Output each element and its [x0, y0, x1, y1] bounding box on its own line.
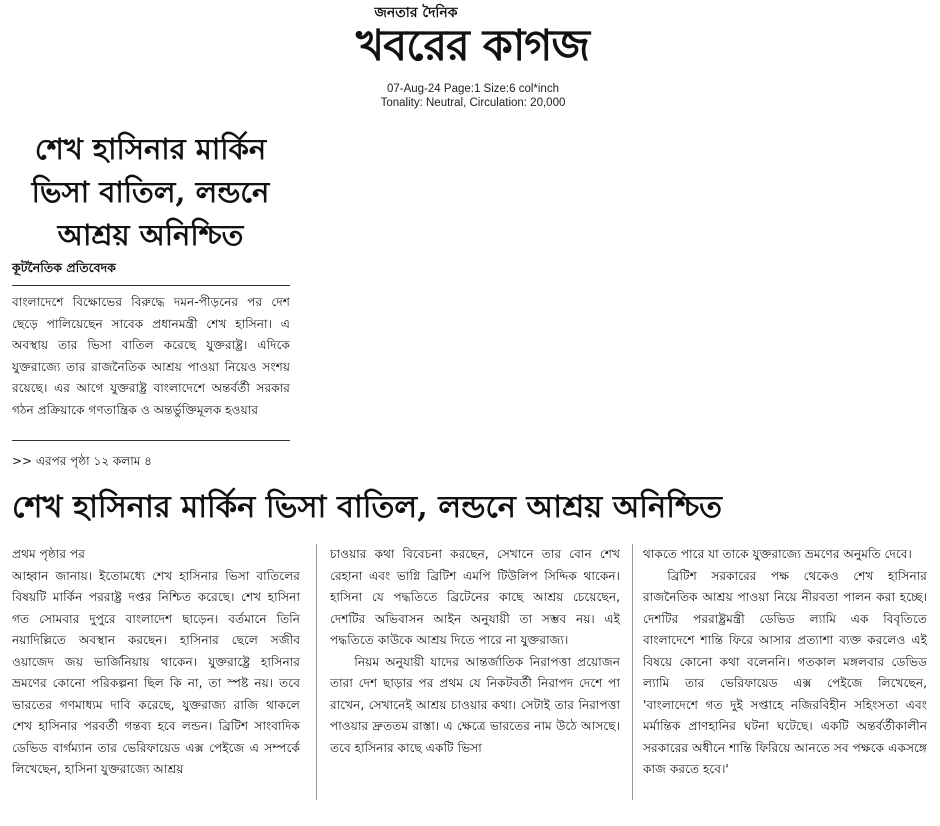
intro-bottom-rule	[12, 440, 290, 441]
jump-line: >> এরপর পৃষ্ঠা ১২ কলাম ৪	[12, 454, 152, 468]
column-2-paragraph-2: নিয়ম অনুযায়ী যাদের আন্তর্জাতিক নিরাপত্তা প্রয়োজন তারা দেশ ছাড়ার পর প্রথম যে নিকটবর্তী নিরাপদ দেশে পা রাখেন, সেখানেই আশ্রয় চাওয়ার কথা। সেটাই তার নিরাপত্তা পাওয়ার দ্রুততম রাস্তা। এ ক্ষেত্রে ভারতের নাম উঠে আসছে। তবে হাসিনার কাছে একটি ভিসা	[330, 654, 620, 755]
front-headline: শেখ হাসিনার মার্কিন ভিসা বাতিল, লন্ডনে আশ্রয় অনিশ্চিত	[31, 132, 270, 252]
column-divider	[316, 544, 317, 800]
clipping-meta-date: 07-Aug-24 Page:1 Size:6 col*inch	[387, 83, 559, 95]
byline: কূটনৈতিক প্রতিবেদক	[12, 260, 116, 275]
column-3	[643, 544, 927, 781]
continuation-label: প্রথম পৃষ্ঠার পর	[12, 547, 85, 561]
column-3-paragraph-2: ব্রিটিশ সরকারের পক্ষ থেকেও শেখ হাসিনার রাজনৈতিক আশ্রয় পাওয়া নিয়ে নীরবতা পালন করা হচ্ছে। দেশটির পররাষ্ট্রমন্ত্রী ডেভিড ল্যামি এক বিবৃতিতে বাংলাদেশে শান্তি ফিরে আসার প্রত্যাশা ব্যক্ত করলেও এই বিষয়ে কোনো কথা বলেননি। গতকাল মঙ্গলবার ডেভিড ল্যামি তার ভেরিফায়েড এক্স পেইজে লিখেছেন, 'বাংলাদেশে গত দুই সপ্তাহে নজিরবিহীন সহিংসতা এবং মর্মান্তিক প্রাণহানির ঘটনা ঘটেছে। একটি অন্তর্বর্তীকালীন সরকারের অধীনে শান্তি ফিরিয়ে আনতে সব পক্ষকে একসঙ্গে কাজ করতে হবে।'	[643, 568, 927, 776]
column-1	[12, 544, 300, 781]
column-1-text: আহ্বান জানায়। ইতোমধ্যে শেখ হাসিনার ভিসা বাতিলের বিষয়টি মার্কিন পররাষ্ট্র দপ্তর নিশ্চিত করেছে। শেখ হাসিনা গত সোমবার দুপুরে বাংলাদেশ ছাড়েন। বর্তমানে তিনি নয়াদিল্লিতে অবস্থান করছেন। হাসিনার ছেলে সজীব ওয়াজেদ জয় ভার্জিনিয়ায় থাকেন। যুক্তরাষ্ট্রে হাসিনার ভ্রমণের কোনো পরিকল্পনা ছিল কি না, তা স্পষ্ট নয়। তবে ভারতের গণমাধ্যম দাবি করেছে, যুক্তরাজ্য রাজি থাকলে শেখ হাসিনার পরবর্তী গন্তব্য হবে লন্ডন। ব্রিটিশ সাংবাদিক ডেভিড বার্গম্যান তার ভেরিফায়েড এক্স পেইজে এ সম্পর্কে লিখেছেন, হাসিনা যুক্তরাজ্যে আশ্রয়	[12, 568, 300, 776]
column-divider	[632, 544, 633, 800]
column-2-paragraph-1: চাওয়ার কথা বিবেচনা করছেন, সেখানে তার বোন শেখ রেহানা এবং ভাগ্নি ব্রিটিশ এমপি টিউলিপ সিদ্দিক থাকেন। হাসিনা যে পদ্ধতিতে ব্রিটেনের কাছে আশ্রয় চেয়েছেন, দেশটির অভিবাসন আইন অনুযায়ী তা সম্ভব নয়। এই পদ্ধতিতে কাউকে আশ্রয় দিতে পারে না যুক্তরাজ্য।	[330, 547, 620, 647]
masthead-logo: খবরের কাগজ	[356, 21, 589, 71]
column-3-paragraph-1: থাকতে পারে যা তাকে যুক্তরাজ্যে ভ্রমণের অনুমতি দেবে।	[643, 547, 912, 561]
continuation-headline: শেখ হাসিনার মার্কিন ভিসা বাতিল, লন্ডনে আশ্রয় অনিশ্চিত	[12, 489, 723, 525]
clipping-meta-tonality: Tonality: Neutral, Circulation: 20,000	[380, 97, 566, 109]
intro-paragraph: বাংলাদেশে বিক্ষোভের বিরুদ্ধে দমন-পীড়নের পর দেশ ছেড়ে পালিয়েছেন সাবেক প্রধানমন্ত্রী শেখ হাসিনা। এ অবস্থায় তার ভিসা বাতিল করেছে যুক্তরাষ্ট্র। এদিকে যুক্তরাজ্যে তার রাজনৈতিক আশ্রয় পাওয়া নিয়েও সংশয় রয়েছে। এর আগে যুক্তরাষ্ট্র বাংলাদেশে অন্তর্বর্তী সরকার গঠন প্রক্রিয়াকে গণতান্ত্রিক ও অন্তর্ভুক্তিমূলক হওয়ার	[12, 295, 290, 417]
column-2	[330, 544, 620, 759]
intro-top-rule	[12, 285, 290, 286]
masthead-kicker: জনতার দৈনিক	[374, 5, 458, 21]
